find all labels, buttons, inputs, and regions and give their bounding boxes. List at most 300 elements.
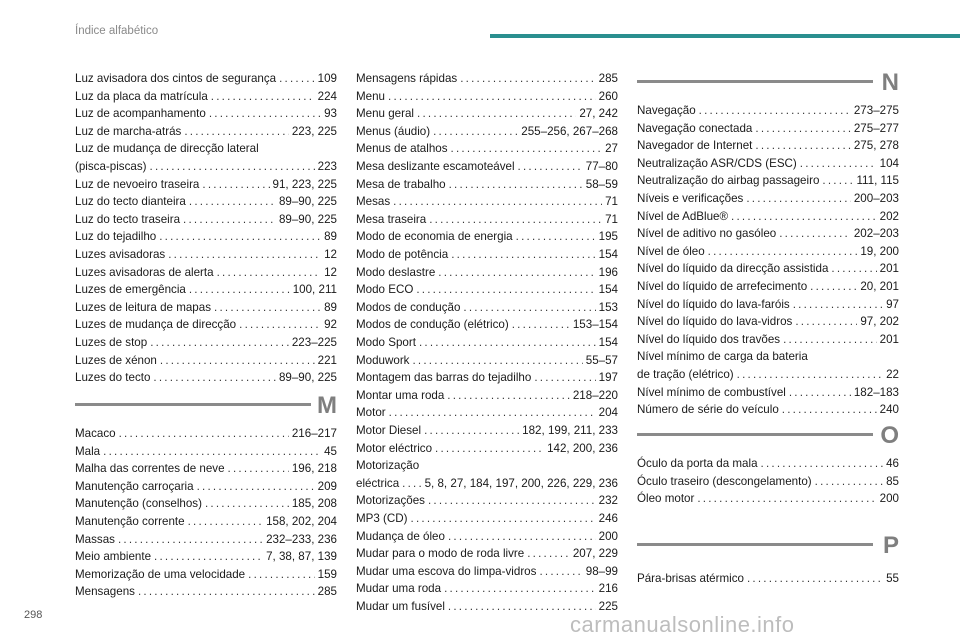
index-entry-label: Modo deslastre <box>356 265 436 279</box>
index-entry-label: Luzes de leitura de mapas <box>75 300 211 314</box>
leader-dots <box>449 176 583 194</box>
index-entry <box>356 105 618 123</box>
index-entry-pages: 97 <box>886 297 899 311</box>
index-entry-label: Número de série do veículo <box>637 403 779 417</box>
index-entry <box>75 88 337 106</box>
index-entry-label: Nível do líquido do lava-faróis <box>637 297 790 311</box>
index-entry-label: Nível de aditivo no gasóleo <box>637 227 777 241</box>
index-entry <box>637 455 899 473</box>
leader-dots <box>448 528 596 546</box>
leader-dots <box>699 102 851 120</box>
index-entry-pages: 196, 218 <box>291 462 337 476</box>
index-entry <box>356 158 618 176</box>
leader-dots <box>463 299 595 317</box>
index-entry-label: Luz do tejadilho <box>75 230 157 244</box>
index-entry-pages: 223–225 <box>291 336 337 349</box>
leader-dots <box>402 475 421 493</box>
index-entry-label: Manutenção carroçaria <box>75 479 194 493</box>
index-entry-label: Nível do líquido do lava-vidros <box>637 315 793 329</box>
index-entry <box>637 313 899 331</box>
index-entry-pages: 200–203 <box>853 192 899 205</box>
index-entry <box>637 225 899 243</box>
leader-dots <box>534 369 595 387</box>
index-entry-label: Menu geral <box>356 107 415 121</box>
index-entry <box>356 387 618 405</box>
index-entry-label: Nível mínimo de carga da bateria <box>637 350 808 364</box>
leader-dots <box>189 193 276 211</box>
index-entry-label: Nível do líquido de arrefecimento <box>637 280 808 293</box>
leader-dots <box>188 513 264 531</box>
leader-dots <box>438 264 595 282</box>
index-entry-pages: 12 <box>324 248 337 261</box>
leader-dots <box>460 70 595 88</box>
index-entry-pages: 71 <box>605 195 618 209</box>
index-entry <box>637 190 899 208</box>
leader-dots <box>118 531 263 549</box>
leader-dots <box>539 563 582 581</box>
index-entry-label: Luzes do tecto <box>75 371 151 385</box>
leader-dots <box>433 123 518 141</box>
leader-dots <box>184 123 289 141</box>
index-entry-pages: 109 <box>317 72 337 85</box>
index-entry <box>637 260 899 278</box>
index-entry <box>356 545 618 563</box>
leader-dots <box>429 211 602 229</box>
leader-dots <box>755 137 850 155</box>
index-entry-label: Macaco <box>75 427 116 440</box>
index-entry-label: Mesa de trabalho <box>356 177 446 191</box>
index-entry-label: Luz de nevoeiro traseira <box>75 177 200 191</box>
index-entry <box>637 401 899 419</box>
leader-dots <box>822 172 853 190</box>
index-entry <box>75 211 337 229</box>
page-header-title: Índice alfabético <box>75 25 159 37</box>
index-entry-pages: 58–59 <box>585 177 618 191</box>
index-entry-label: Motorização <box>356 459 420 473</box>
leader-dots <box>731 208 877 226</box>
index-entry <box>637 490 899 508</box>
leader-dots <box>779 225 851 243</box>
leader-dots <box>783 331 877 349</box>
leader-dots <box>119 425 289 443</box>
index-entry <box>75 246 337 264</box>
index-entry-label: Nível de óleo <box>637 244 705 258</box>
leader-dots <box>789 384 851 402</box>
index-entry-pages: 216–217 <box>291 427 337 440</box>
index-entry-label: Luz de mudança de direcção lateral <box>75 142 259 156</box>
index-entry-pages: 159 <box>317 567 337 581</box>
leader-dots <box>197 478 315 496</box>
section-letter: P <box>882 532 899 559</box>
index-entry-pages: 223 <box>317 159 337 173</box>
index-entry-pages: 22 <box>886 367 899 381</box>
index-entry <box>75 425 337 443</box>
index-entry-label: Luzes de mudança de direcção <box>75 318 237 332</box>
index-entry <box>356 510 618 528</box>
index-entry-label: Luz da placa da matrícula <box>75 89 208 103</box>
index-entry-pages: 255–256, 267–268 <box>521 124 618 138</box>
leader-dots <box>228 460 289 478</box>
index-entry <box>356 299 618 317</box>
leader-dots <box>451 246 595 264</box>
index-entry <box>75 299 337 317</box>
index-entry-pages: 55–57 <box>585 353 618 367</box>
leader-dots <box>393 193 602 211</box>
index-entry <box>75 334 337 352</box>
index-entry <box>75 264 337 282</box>
index-entry-label: Pára-brisas atérmico <box>637 572 744 585</box>
index-entry-label: Motor Diesel <box>356 424 422 437</box>
index-entry-pages: 285 <box>317 585 337 599</box>
index-entry-pages: 153–154 <box>572 318 618 332</box>
index-entry-label: Luz do tecto dianteira <box>75 195 186 209</box>
index-entry-pages: 46 <box>886 457 899 470</box>
leader-dots <box>419 334 596 352</box>
leader-dots <box>416 281 595 299</box>
index-entry-label: Montar uma roda <box>356 388 445 402</box>
index-entry-label-continued: de tração (elétrico) <box>637 367 734 381</box>
index-entry <box>356 211 618 229</box>
header-accent-bar <box>490 34 960 38</box>
leader-dots <box>160 352 315 370</box>
index-entry <box>75 281 337 299</box>
index-entry-label: Massas <box>75 532 115 546</box>
index-entry <box>356 492 618 510</box>
index-entry-label: Mensagens <box>75 585 135 599</box>
index-entry-label: Montagem das barras do tejadilho <box>356 371 532 385</box>
index-entry-pages: 27, 242 <box>579 107 618 121</box>
index-entry-label: Navegação <box>637 104 696 117</box>
index-entry-pages: 246 <box>598 512 618 525</box>
index-entry-label: Óculo da porta da mala <box>637 457 758 470</box>
index-entry <box>75 583 337 601</box>
index-entry <box>75 70 337 88</box>
index-entry-pages: 153 <box>598 300 618 314</box>
index-entry-label: Navegador de Internet <box>637 139 753 153</box>
index-entry <box>637 348 899 383</box>
leader-dots <box>746 190 851 208</box>
leader-dots <box>755 120 850 138</box>
index-entry-label: Modos de condução <box>356 300 461 314</box>
index-entry <box>637 120 899 138</box>
index-entry-pages: 91, 223, 225 <box>272 177 337 191</box>
index-entry-pages: 182–183 <box>853 385 899 399</box>
index-entry-pages: 275, 278 <box>853 139 899 153</box>
leader-dots <box>388 88 596 106</box>
index-entry-label: Navegação conectada <box>637 121 753 135</box>
leader-dots <box>389 404 596 422</box>
index-entry-label: Moduwork <box>356 353 410 367</box>
index-entry <box>356 334 618 352</box>
index-entry-label: Modo de potência <box>356 248 449 261</box>
leader-dots <box>815 473 883 491</box>
index-entry-pages: 260 <box>598 89 618 103</box>
index-entry-pages: 55 <box>886 572 899 585</box>
index-entry-pages: 92 <box>324 318 337 332</box>
index-entry-pages: 154 <box>598 336 618 349</box>
index-entry-pages: 7, 38, 87, 139 <box>266 550 337 564</box>
index-entry-pages: 100, 211 <box>292 283 337 297</box>
page-number: 298 <box>24 609 43 621</box>
leader-dots <box>800 155 877 173</box>
index-entry-pages: 204 <box>598 406 618 420</box>
index-entry-label: Menus de atalhos <box>356 142 448 156</box>
index-entry-pages: 142, 200, 236 <box>547 441 618 455</box>
index-entry <box>356 193 618 211</box>
leader-dots <box>516 228 596 246</box>
index-entry-label: Memorização de uma velocidade <box>75 567 246 581</box>
index-entry-pages: 89–90, 225 <box>278 195 337 209</box>
leader-dots <box>795 313 857 331</box>
index-entry-pages: 89 <box>324 230 337 244</box>
index-entry <box>75 369 337 387</box>
leader-dots <box>518 158 583 176</box>
index-entry-pages: 209 <box>317 479 337 493</box>
index-entry <box>637 278 899 296</box>
index-entry-label: Mesa deslizante escamoteável <box>356 160 515 173</box>
index-entry <box>356 369 618 387</box>
leader-dots <box>747 570 883 588</box>
leader-dots <box>150 334 289 352</box>
leader-dots <box>211 88 315 106</box>
index-entry-label-continued: eléctrica <box>356 476 400 490</box>
leader-dots <box>810 278 857 296</box>
index-entry-pages: 89–90, 225 <box>278 371 337 385</box>
leader-dots <box>168 246 321 264</box>
index-entry-pages: 154 <box>598 248 618 261</box>
section-divider-line <box>75 403 311 406</box>
leader-dots <box>447 387 570 405</box>
section-letter: O <box>880 422 899 449</box>
index-entry-label: Modo ECO <box>356 283 414 297</box>
index-entry-pages: 71 <box>605 212 618 226</box>
index-entry <box>637 208 899 226</box>
index-entry-label: Meio ambiente <box>75 550 152 564</box>
index-entry <box>356 457 618 492</box>
index-entry-pages: 19, 200 <box>860 244 899 258</box>
index-entry <box>637 172 899 190</box>
index-entry <box>356 176 618 194</box>
index-entry <box>356 422 618 440</box>
index-entry-pages: 27 <box>605 142 618 156</box>
index-entry-label: Motor <box>356 406 386 420</box>
index-entry-label: Modo Sport <box>356 336 416 349</box>
index-entry <box>356 563 618 581</box>
leader-dots <box>512 316 570 334</box>
index-entry-pages: 240 <box>879 403 899 417</box>
leader-dots <box>279 70 315 88</box>
index-entry-pages: 77–80 <box>585 160 618 173</box>
index-entry-label: Mudar uma escova do limpa-vidros <box>356 564 537 578</box>
index-entry-pages: 93 <box>324 107 337 121</box>
index-entry <box>75 228 337 246</box>
index-entry <box>75 460 337 478</box>
index-entry <box>75 193 337 211</box>
leader-dots <box>150 158 315 176</box>
leader-dots <box>411 510 596 528</box>
index-entry-pages: 218–220 <box>572 388 618 402</box>
index-entry-pages: 221 <box>317 353 337 367</box>
index-entry <box>75 140 337 175</box>
section-letter: M <box>317 392 337 419</box>
index-entry-pages: 224 <box>317 89 337 103</box>
leader-dots <box>189 281 290 299</box>
index-entry-label: Neutralização do airbag passageiro <box>637 174 820 188</box>
index-entry-pages: 158, 202, 204 <box>266 515 337 528</box>
index-entry <box>356 140 618 158</box>
index-entry <box>637 243 899 261</box>
leader-dots <box>435 440 544 458</box>
index-entry <box>637 155 899 173</box>
index-entry-pages: 20, 201 <box>860 280 899 293</box>
index-entry <box>356 70 618 88</box>
index-entry-label: Mesa traseira <box>356 212 427 226</box>
index-entry-label: Óleo motor <box>637 492 695 506</box>
leader-dots <box>217 264 322 282</box>
index-entry-label: Modo de economia de energia <box>356 230 513 244</box>
index-entry-label: Mensagens rápidas <box>356 72 458 85</box>
index-entry-label: Motor eléctrico <box>356 441 433 455</box>
index-entry <box>637 331 899 349</box>
leader-dots <box>239 316 321 334</box>
index-entry <box>356 352 618 370</box>
leader-dots <box>205 495 289 513</box>
index-entry-label: Nível mínimo de combustível <box>637 385 786 399</box>
index-entry-pages: 89–90, 225 <box>278 212 337 226</box>
index-entry-label: Nível do líquido dos travões <box>637 332 781 346</box>
leader-dots <box>412 352 582 370</box>
index-entry <box>356 246 618 264</box>
index-entry-label: Neutralização ASR/CDS (ESC) <box>637 156 797 170</box>
index-entry <box>356 228 618 246</box>
index-entry <box>356 264 618 282</box>
index-entry-pages: 275–277 <box>853 121 899 135</box>
index-entry <box>75 548 337 566</box>
section-divider-line <box>637 433 873 436</box>
leader-dots <box>248 566 315 584</box>
index-entry-label-continued: (pisca-piscas) <box>75 159 147 173</box>
index-entry-label: Luzes avisadoras de alerta <box>75 265 214 279</box>
leader-dots <box>138 583 315 601</box>
index-entry-label: Luzes de emergência <box>75 283 186 297</box>
index-entry-pages: 196 <box>598 265 618 279</box>
index-entry-label: Níveis e verificações <box>637 192 744 205</box>
index-entry-pages: 45 <box>324 444 337 458</box>
index-entry-pages: 98–99 <box>585 564 618 578</box>
index-entry <box>356 580 618 598</box>
index-entry-pages: 207, 229 <box>572 547 618 561</box>
index-entry-pages: 97, 202 <box>860 315 899 329</box>
section-letter: N <box>881 69 899 96</box>
index-entry-label: Manutenção corrente <box>75 515 185 528</box>
index-entry-pages: 182, 199, 211, 233 <box>522 424 618 437</box>
leader-dots <box>154 548 263 566</box>
index-entry-label: Luzes de stop <box>75 336 148 349</box>
leader-dots <box>708 243 858 261</box>
index-entry-label: Mesas <box>356 195 391 209</box>
index-entry <box>637 473 899 491</box>
index-entry-pages: 195 <box>598 230 618 244</box>
leader-dots <box>183 211 276 229</box>
index-entry-label: Menu <box>356 89 386 103</box>
index-entry <box>75 443 337 461</box>
index-entry-label: Luz de acompanhamento <box>75 107 206 121</box>
leader-dots <box>417 105 576 123</box>
section-divider-line <box>637 80 873 83</box>
index-entry <box>75 123 337 141</box>
index-entry-label: Nível de AdBlue® <box>637 209 729 223</box>
index-entry-label: Nível do líquido da direcção assistida <box>637 262 829 276</box>
leader-dots <box>451 140 603 158</box>
index-entry-label: Mudar uma roda <box>356 582 442 596</box>
index-entry-pages: 232 <box>598 494 618 508</box>
index-entry <box>75 478 337 496</box>
leader-dots <box>697 490 876 508</box>
index-entry-pages: 154 <box>598 283 618 297</box>
index-entry <box>356 316 618 334</box>
index-entry-label: Modos de condução (elétrico) <box>356 318 509 332</box>
leader-dots <box>103 443 321 461</box>
index-entry-pages: 273–275 <box>853 104 899 117</box>
index-entry <box>356 281 618 299</box>
leader-dots <box>209 105 321 123</box>
index-entry-pages: 197 <box>598 371 618 385</box>
watermark: carmanualsonline.info <box>570 612 795 637</box>
index-entry-label: Luz avisadora dos cintos de segurança <box>75 72 277 85</box>
index-entry-label: Luz de marcha-atrás <box>75 124 182 138</box>
index-entry-pages: 200 <box>598 529 618 543</box>
index-entry-label: Luzes avisadoras <box>75 248 166 261</box>
leader-dots <box>153 369 276 387</box>
index-entry <box>75 531 337 549</box>
index-entry <box>356 88 618 106</box>
index-entry-label: Menus (áudio) <box>356 124 431 138</box>
index-entry-pages: 202 <box>879 209 899 223</box>
index-entry-label: Mala <box>75 444 101 458</box>
index-entry-label: Mudar um fusível <box>356 600 445 613</box>
leader-dots <box>159 228 321 246</box>
index-entry-pages: 232–233, 236 <box>266 532 337 546</box>
index-entry <box>75 105 337 123</box>
leader-dots <box>527 545 570 563</box>
index-entry <box>75 566 337 584</box>
index-entry-pages: 225 <box>598 600 618 613</box>
index-entry-label: Mudança de óleo <box>356 529 445 543</box>
leader-dots <box>782 401 877 419</box>
index-entry-pages: 201 <box>879 332 899 346</box>
index-entry-pages: 201 <box>879 262 899 276</box>
index-entry-pages: 104 <box>879 156 899 170</box>
index-entry-pages: 111, 115 <box>856 174 899 188</box>
index-entry-label: Manutenção (conselhos) <box>75 497 202 511</box>
leader-dots <box>761 455 884 473</box>
leader-dots <box>202 176 269 194</box>
index-entry <box>75 176 337 194</box>
index-entry-pages: 200 <box>879 492 899 506</box>
leader-dots <box>793 296 883 314</box>
index-entry-label: Luz do tecto traseira <box>75 212 181 226</box>
index-entry <box>356 404 618 422</box>
index-entry-pages: 285 <box>598 72 618 85</box>
index-entry-label: MP3 (CD) <box>356 512 408 525</box>
index-entry-pages: 85 <box>886 474 899 488</box>
index-entry <box>75 513 337 531</box>
index-entry-pages: 185, 208 <box>291 497 337 511</box>
index-entry <box>75 495 337 513</box>
index-entry-label: Mudar para o modo de roda livre <box>356 547 525 561</box>
index-entry <box>637 137 899 155</box>
leader-dots <box>737 366 883 384</box>
